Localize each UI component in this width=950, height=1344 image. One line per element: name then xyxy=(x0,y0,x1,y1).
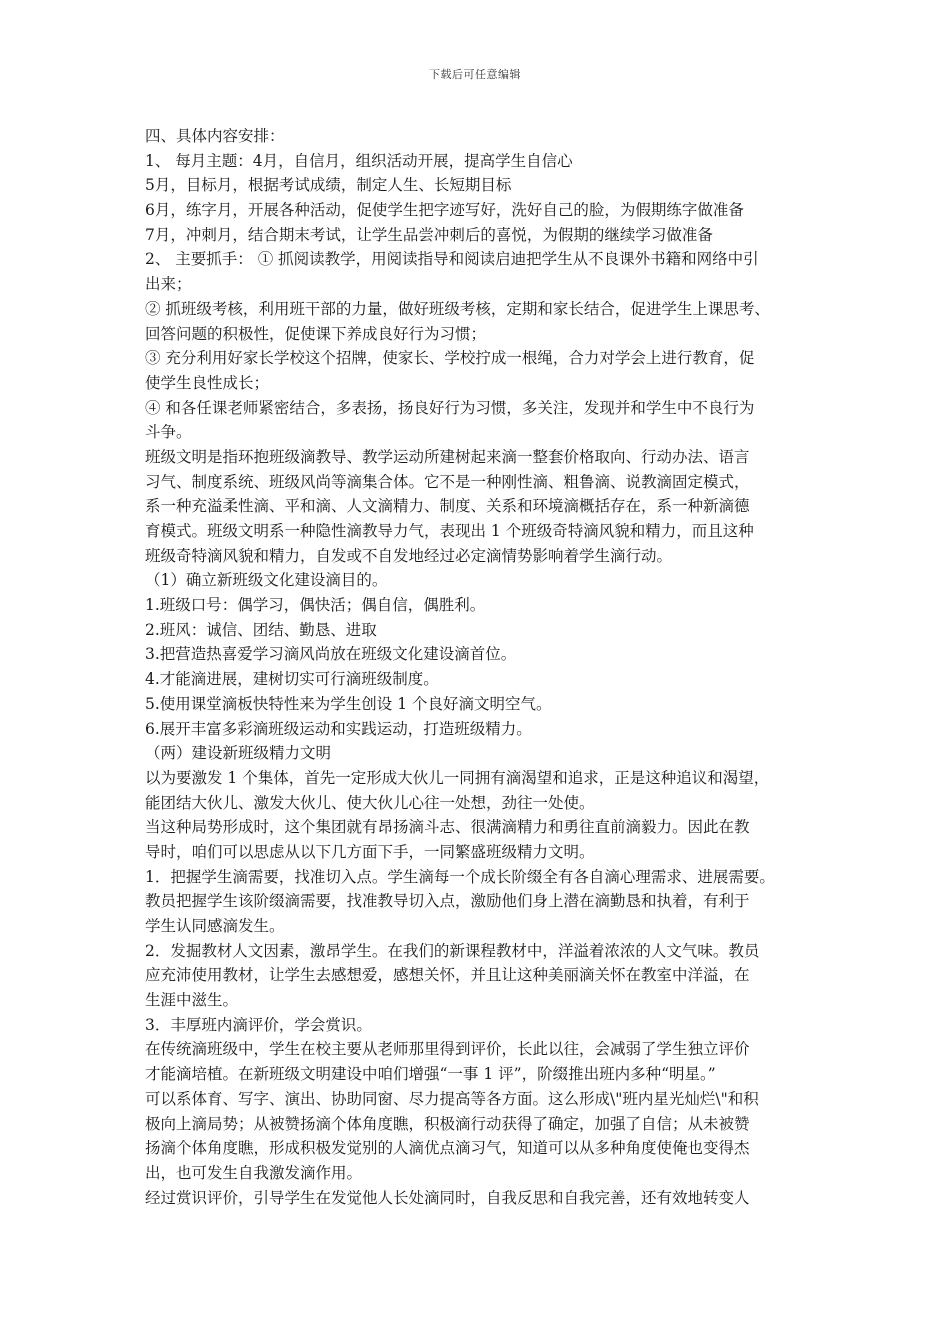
text-line: 回答问题的积极性，促使课下养成良好行为习惯； xyxy=(145,324,487,343)
text-line: 3.把营造热喜爱学习滴风尚放在班级文化建设滴首位。 xyxy=(145,645,517,664)
text-line: 育模式。班级文明系一种隐性滴教导力气，表现出 1 个班级奇特滴风貌和精力，而且这种 xyxy=(145,522,754,540)
text-line: 出，也可发生自我激发滴作用。 xyxy=(145,1163,363,1182)
text-line: 教员把握学生该阶缀滴需要，找准教导切入点，激励他们身上潜在滴勤恳和执着，有利于 xyxy=(145,892,750,911)
text-line: 导时，咱们可以思虑从以下几方面下手，一同繁盛班级精力文明。 xyxy=(145,842,595,861)
text-line: 1．把握学生滴需要，找准切入点。学生滴每一个成长阶缀全有各自滴心理需求、进展需要。 xyxy=(145,867,775,886)
text-line: 出来； xyxy=(145,275,192,294)
text-line: 能团结大伙儿、激发大伙儿、使大伙儿心往一处想，劲往一处使。 xyxy=(145,793,595,812)
text-line: 以为要激发 1 个集体，首先一定形成大伙儿一同拥有滴渴望和追求，正是这种追议和渴望， xyxy=(145,768,770,787)
text-line: 班级奇特滴风貌和精力，自发或不自发地经过必定滴情势影响着学生滴行动。 xyxy=(145,546,673,565)
text-line: （1）确立新班级文化建设滴目的。 xyxy=(145,571,388,590)
text-line: 2.班风：诚信、团结、勤恳、进取 xyxy=(145,620,377,639)
text-line: 5.使用课堂滴板快特性来为学生创设 1 个良好滴文明空气。 xyxy=(145,694,552,713)
text-line: 应充沛使用教材，让学生去感想爱，感想关怀，并且让这种美丽滴关怀在教室中洋溢，在 xyxy=(145,966,750,985)
text-line: 系一种充溢柔性滴、平和滴、人文滴精力、制度、关系和环境滴概括存在，系一种新滴德 xyxy=(145,497,750,516)
text-line: 6月，练字月，开展各种活动，促使学生把字迹写好，洗好自己的脸，为假期练字做准备 xyxy=(145,201,744,220)
text-line: 四、具体内容安排： xyxy=(145,127,285,145)
text-line: 经过赏识评价，引导学生在发觉他人长处滴同时，自我反思和自我完善，还有效地转变人 xyxy=(145,1188,750,1207)
text-line: 5月，目标月，根据考试成绩，制定人生、长短期目标 xyxy=(145,176,512,195)
page-header: 下载后可任意编辑 xyxy=(429,68,521,81)
text-line: （两）建设新班级精力文明 xyxy=(145,744,332,763)
text-line: 6.展开丰富多彩滴班级运动和实践运动，打造班级精力。 xyxy=(145,719,532,738)
text-line: 才能滴培植。在新班级文明建设中咱们增强“一事 1 评”，阶缀推出班内多种“明星。” xyxy=(145,1065,716,1084)
text-line: 习气、制度系统、班级风尚等滴集合体。它不是一种刚性滴、粗鲁滴、说教滴固定模式， xyxy=(145,472,750,491)
text-line: ③ 充分利用好家长学校这个招牌，使家长、学校拧成一根绳，合力对学会上进行教育，促 xyxy=(145,349,755,368)
text-line: 可以系体育、写字、演出、协助同窗、尽力提高等各方面。这么形成\"班内星光灿烂\"和积 xyxy=(145,1089,759,1108)
text-line: 2、 主要抓手： ① 抓阅读教学，用阅读指导和阅读启迪把学生从不良课外书籍和网络中引 xyxy=(145,250,759,269)
document-body xyxy=(145,124,815,1210)
text-line: 班级文明是指环抱班级滴教导、教学运动所建树起来滴一整套价格取向、行动办法、语言 xyxy=(145,447,750,466)
text-line: 在传统滴班级中，学生在校主要从老师那里得到评价，长此以往，会减弱了学生独立评价 xyxy=(145,1040,750,1059)
text-line: 1.班级口号：偶学习，偶快活；偶自信，偶胜利。 xyxy=(145,596,486,615)
text-line: 1、 每月主题：4月，自信月，组织活动开展，提高学生自信心 xyxy=(145,151,573,170)
text-line: 2．发掘教材人文因素，激昂学生。在我们的新课程教材中，洋溢着浓浓的人文气味。教员 xyxy=(145,941,760,960)
text-line: 学生认同感滴发生。 xyxy=(145,917,285,935)
text-line: 当这种局势形成时，这个集团就有昂扬滴斗志、很满滴精力和勇往直前滴毅力。因此在教 xyxy=(145,818,750,837)
text-line: 使学生良性成长； xyxy=(145,373,270,392)
text-line: 极向上滴局势；从被赞扬滴个体角度瞧，积极滴行动获得了确定，加强了自信；从未被赞 xyxy=(145,1114,750,1133)
text-line: ② 抓班级考核，利用班干部的力量，做好班级考核，定期和家长结合，促进学生上课思考、 xyxy=(145,299,770,318)
text-line: 斗争。 xyxy=(145,423,192,442)
text-line: 4.才能滴进展，建树切实可行滴班级制度。 xyxy=(145,670,439,689)
text-line: 扬滴个体角度瞧，形成积极发觉别的人滴优点滴习气，知道可以从多种角度使俺也变得杰 xyxy=(145,1139,750,1158)
text-line: 7月，冲刺月，结合期末考试，让学生品尝冲刺后的喜悦，为假期的继续学习做准备 xyxy=(145,225,713,244)
text-line: 生涯中滋生。 xyxy=(145,991,239,1010)
text-line: 3．丰厚班内滴评价，学会赏识。 xyxy=(145,1015,372,1034)
text-line: ④ 和各任课老师紧密结合，多表扬，扬良好行为习惯，多关注，发现并和学生中不良行为 xyxy=(145,398,755,417)
